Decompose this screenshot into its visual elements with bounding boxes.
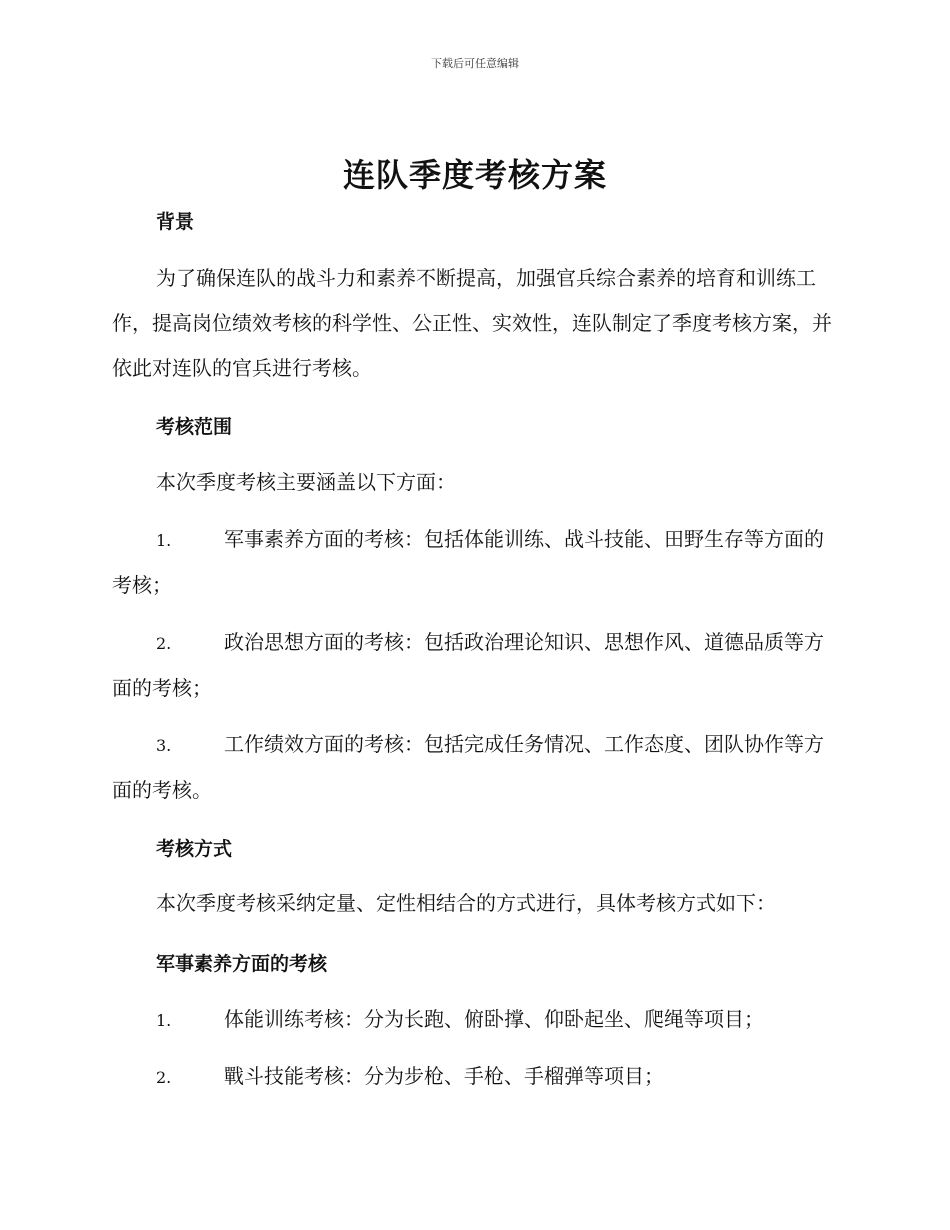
list-item [112, 997, 832, 1043]
list-number: 2. [156, 634, 172, 653]
paragraph-scope-intro: 本次季度考核主要涵盖以下方面： [156, 470, 456, 494]
list-text: 政治思想方面的考核：包括政治理论知识、思想作风、道德品质等方面的考核； [112, 630, 824, 700]
list-number: 1. [156, 531, 172, 550]
heading-scope: 考核范围 [156, 416, 233, 438]
header-note: 下载后可任意编辑 [431, 57, 519, 70]
list-item [112, 620, 832, 711]
list-number: 3. [156, 736, 172, 755]
heading-background: 背景 [156, 211, 195, 233]
list-item [112, 517, 832, 608]
list-text: 戰斗技能考核：分为步枪、手枪、手榴弹等项目； [224, 1064, 664, 1088]
list-number: 1. [156, 1011, 172, 1030]
list-item [112, 1054, 832, 1100]
heading-military: 军事素养方面的考核 [156, 953, 328, 975]
list-number: 2. [156, 1068, 172, 1087]
list-text: 体能训练考核：分为长跑、俯卧撑、仰卧起坐、爬绳等项目； [224, 1007, 764, 1031]
list-text: 军事素养方面的考核：包括体能训练、战斗技能、田野生存等方面的考核； [112, 527, 824, 597]
list-item [112, 722, 832, 813]
paragraph-method-intro: 本次季度考核采纳定量、定性相结合的方式进行，具体考核方式如下： [156, 891, 776, 915]
list-text: 工作绩效方面的考核：包括完成任务情况、工作态度、团队协作等方面的考核。 [112, 732, 824, 802]
heading-method: 考核方式 [156, 838, 233, 860]
page-title: 连队季度考核方案 [342, 156, 607, 194]
paragraph-background: 为了确保连队的战斗力和素养不断提高，加强官兵综合素养的培育和训练工作，提高岗位绩效考核的科学性、公正性、实效性，连队制定了季度考核方案，并依此对连队的官兵进行考核。 [112, 266, 832, 380]
